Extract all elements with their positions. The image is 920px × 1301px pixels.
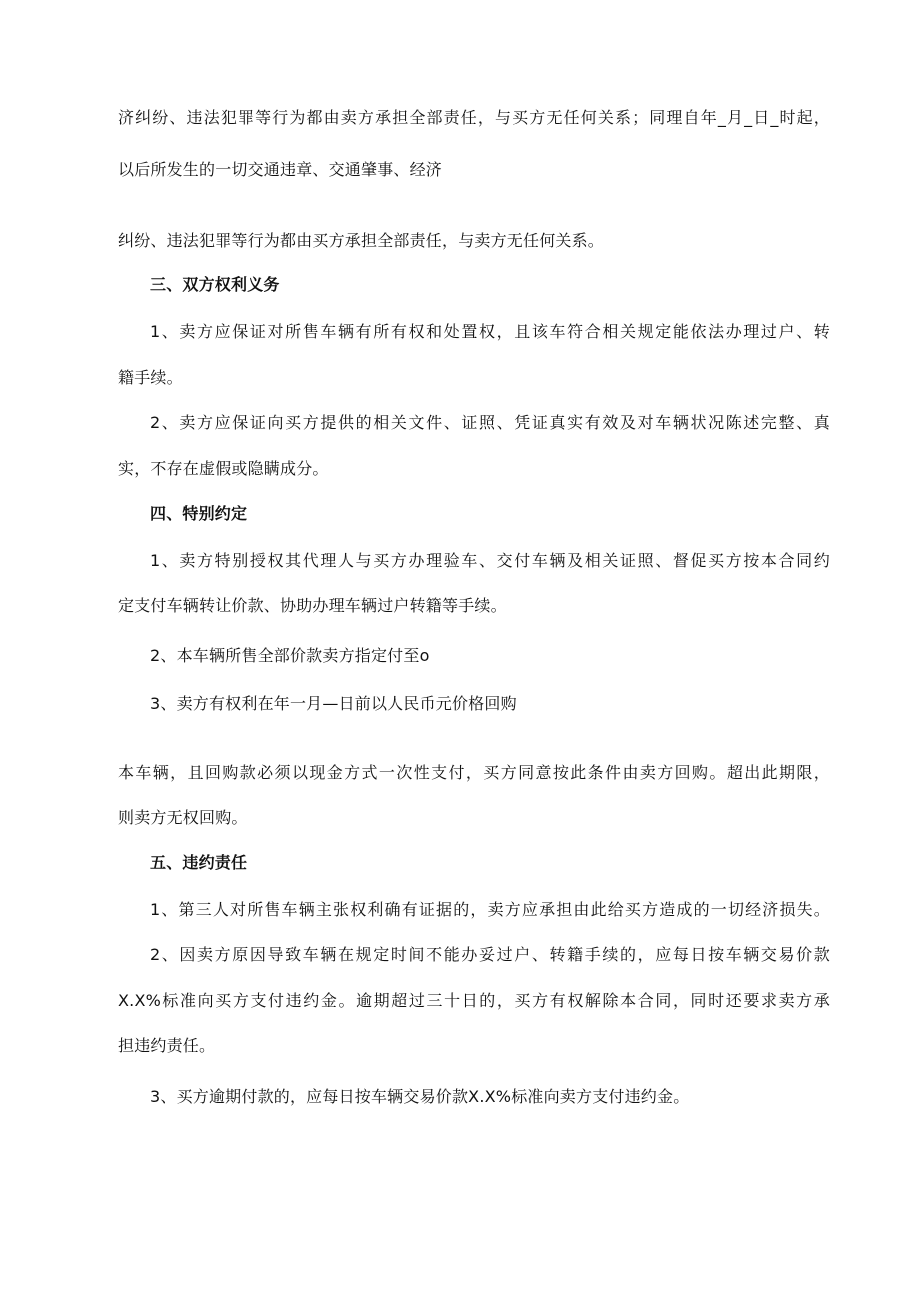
paragraph-line: 定支付车辆转让价款、协助办理车辆过户转籍等手续。 xyxy=(118,596,507,615)
paragraph-line: 本车辆，且回购款必须以现金方式一次性支付，买方同意按此条件由卖方回购。超出此期限， xyxy=(118,763,830,782)
paragraph-line: 3、买方逾期付款的，应每日按车辆交易价款X.X%标准向卖方支付违约金。 xyxy=(150,1087,690,1106)
paragraph-line: 1、卖方特别授权其代理人与买方办理验车、交付车辆及相关证照、督促买方按本合同约 xyxy=(150,551,830,570)
paragraph-line: 2、卖方应保证向买方提供的相关文件、证照、凭证真实有效及对车辆状况陈述完整、真 xyxy=(150,413,830,432)
section-heading: 五、违约责任 xyxy=(150,853,248,872)
paragraph-line: 以后所发生的一切交通违章、交通肇事、经济 xyxy=(118,160,443,179)
paragraph-line: 1、卖方应保证对所售车辆有所有权和处置权，且该车符合相关规定能依法办理过户、转 xyxy=(150,322,830,341)
section-heading: 三、双方权利义务 xyxy=(150,275,280,294)
paragraph-line: X.X%标准向买方支付违约金。逾期超过三十日的，买方有权解除本合同，同时还要求卖方承 xyxy=(118,991,830,1010)
paragraph-line: 3、卖方有权利在年一月—日前以人民币元价格回购 xyxy=(150,694,517,713)
paragraph-line: 担违约责任。 xyxy=(118,1036,216,1055)
paragraph-line: 实，不存在虚假或隐瞒成分。 xyxy=(118,459,329,478)
paragraph-line: 2、因卖方原因导致车辆在规定时间不能办妥过户、转籍手续的，应每日按车辆交易价款 xyxy=(150,945,830,964)
paragraph-line: 2、本车辆所售全部价款卖方指定付至o xyxy=(150,646,430,665)
paragraph-line: 1、第三人对所售车辆主张权利确有证据的，卖方应承担由此给买方造成的一切经济损失。 xyxy=(150,900,830,919)
paragraph-line: 则卖方无权回购。 xyxy=(118,808,248,827)
section-heading: 四、特别约定 xyxy=(150,504,248,523)
paragraph-line: 纠纷、违法犯罪等行为都由买方承担全部责任，与卖方无任何关系。 xyxy=(118,231,605,250)
paragraph-line: 籍手续。 xyxy=(118,368,183,387)
paragraph-line: 济纠纷、违法犯罪等行为都由卖方承担全部责任，与买方无任何关系；同理自年_月_日_时起， xyxy=(118,108,830,127)
